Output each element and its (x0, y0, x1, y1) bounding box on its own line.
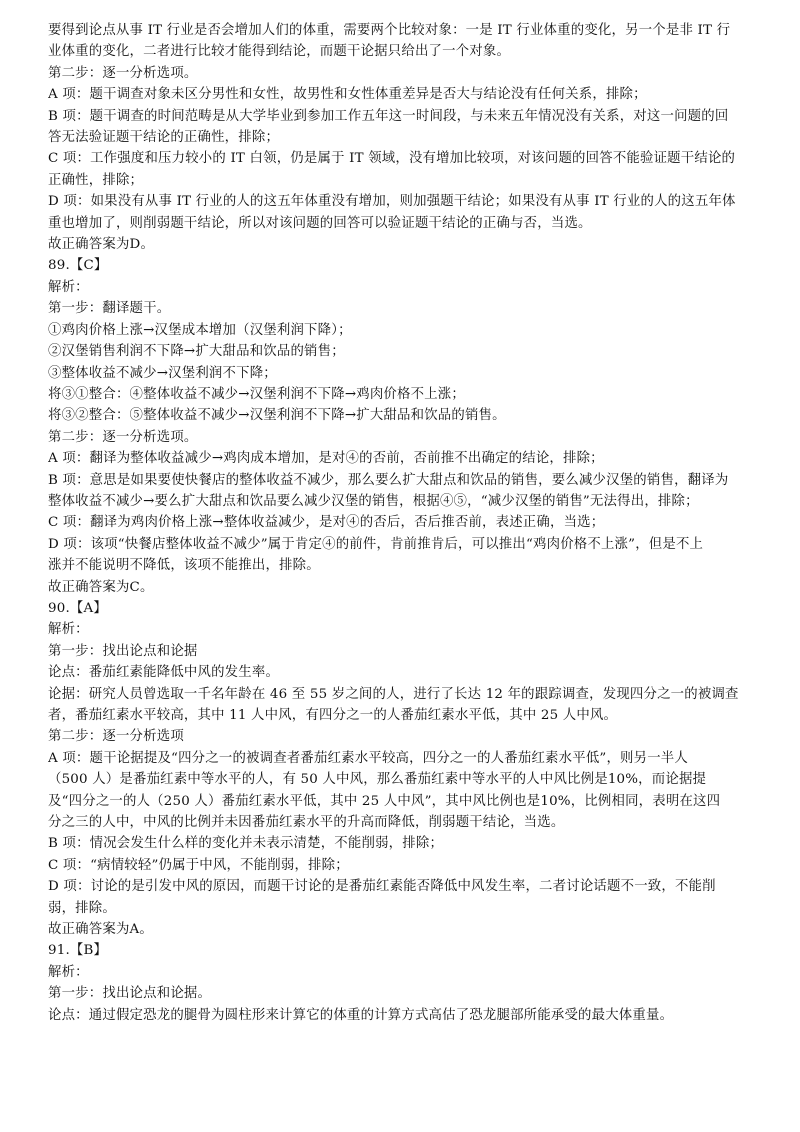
text-line: C 项：翻译为鸡肉价格上涨→整体收益减少，是对④的否后，否后推否前，表述正确，当选； (48, 515, 605, 531)
text-line: 第二步：逐一分析选项。 (48, 429, 198, 445)
text-line: 解析： (48, 279, 89, 295)
text-line: 第二步：逐一分析选项 (48, 729, 184, 745)
text-line: 89.【C】 (48, 258, 108, 274)
text-line: 90.【A】 (48, 600, 107, 616)
text-line: （500 人）是番茄红素中等水平的人，有 50 人中风，那么番茄红素中等水平的人中风比例是10%，而论据提 (48, 772, 707, 788)
text-line: C 项：“病情较轻”仍属于中风，不能削弱，排除； (48, 857, 349, 873)
text-line: 故正确答案为D。 (48, 237, 155, 253)
text-line: 正确性，排除； (48, 172, 144, 188)
text-line: 解析： (48, 622, 89, 638)
text-line: 重也增加了，则削弱题干结论，所以对该问题的回答可以验证题干结论的正确与否，当选。 (48, 215, 592, 231)
text-line: D 项：该项“快餐店整体收益不减少”属于肯定④的前件，肯前推肯后，可以推出“鸡肉价格不上涨”，但是不上 (48, 536, 704, 552)
text-line: 第一步：找出论点和论据 (48, 643, 198, 659)
text-line: 故正确答案为A。 (48, 922, 154, 938)
text-line: 要得到论点从事 IT 行业是否会增加人们的体重，需要两个比较对象：一是 IT 行业体重的变化，另一个是非 IT 行 (48, 23, 731, 38)
text-line: A 项：翻译为整体收益减少→鸡肉成本增加，是对④的否前，否前推不出确定的结论，排除； (48, 451, 604, 467)
text-line: A 项：题干调查对象未区分男性和女性，故男性和女性体重差异是否大与结论没有任何关系，排除； (48, 87, 647, 103)
text-line: A 项：题干论据提及“四分之一的被调查者番茄红素水平较高，四分之一的人番茄红素水平低”，则另一半人 (48, 750, 688, 766)
text-line: 涨并不能说明不降低，该项不能推出，排除。 (48, 558, 320, 574)
text-line: 91.【B】 (48, 943, 108, 959)
text-line: 论据：研究人员曾选取一千名年龄在 46 至 55 岁之间的人，进行了长达 12 年的跟踪调查，发现四分之一的被调查 (48, 686, 739, 702)
text-line: ②汉堡销售利润不下降→扩大甜品和饮品的销售； (48, 344, 345, 360)
text-line: 答无法验证题干结论的正确性，排除； (48, 130, 280, 146)
text-line: D 项：讨论的是引发中风的原因，而题干讨论的是番茄红素能否降低中风发生率，二者讨论话题不一致，不能削 (48, 879, 716, 895)
text-line: B 项：情况会发生什么样的变化并未表示清楚，不能削弱，排除； (48, 836, 444, 852)
text-line: 者，番茄红素水平较高，其中 11 人中风，有四分之一的人番茄红素水平低，其中 25 人中风。 (48, 708, 618, 723)
text-line: C 项：工作强度和压力较小的 IT 白领，仍是属于 IT 领域，没有增加比较项，对该问题的回答不能验证题干结论的 (48, 151, 736, 167)
text-line: 第一步：翻译题干。 (48, 301, 171, 317)
text-line: 第二步：逐一分析选项。 (48, 65, 198, 81)
text-line: 故正确答案为C。 (48, 579, 154, 595)
text-line: 论点：番茄红素能降低中风的发生率。 (48, 665, 280, 681)
text-line: 论点：通过假定恐龙的腿骨为圆柱形来计算它的体重的计算方式高估了恐龙腿部所能承受的最大体重量。 (48, 1007, 674, 1023)
text-line: 第一步：找出论点和论据。 (48, 986, 212, 1002)
text-line: 整体收益不减少→要么扩大甜点和饮品要么减少汉堡的销售，根据④⑤，“减少汉堡的销售”无法得出，排除； (48, 493, 699, 509)
text-line: 及“四分之一的人（250 人）番茄红素水平低，其中 25 人中风”，其中风比例也是10%，比例相同，表明在这四 (48, 793, 721, 809)
text-line: 将③②整合：⑤整体收益不减少→汉堡利润不下降→扩大甜品和饮品的销售。 (48, 408, 506, 424)
text-line: 将③①整合：④整体收益不减少→汉堡利润不下降→鸡肉价格不上涨； (48, 386, 465, 402)
text-line: 弱，排除。 (48, 900, 116, 916)
text-line: D 项：如果没有从事 IT 行业的人的这五年体重没有增加，则加强题干结论；如果没有从事 IT 行业的人的这五年体 (48, 194, 736, 210)
text-line: 业体重的变化，二者进行比较才能得到结论，而题干论据只给出了一个对象。 (48, 44, 511, 60)
text-line: B 项：题干调查的时间范畴是从大学毕业到参加工作五年这一时间段，与未来五年情况没有关系，对这一问题的回 (48, 108, 729, 124)
text-line: 分之三的人中，中风的比例并未因番茄红素水平的升高而降低，削弱题干结论，当选。 (48, 815, 565, 831)
text-line: B 项：意思是如果要使快餐店的整体收益不减少，那么要么扩大甜点和饮品的销售，要么减少汉堡的销售，翻译为 (48, 472, 729, 488)
text-line: 解析： (48, 964, 89, 980)
text-line: ①鸡肉价格上涨→汉堡成本增加（汉堡利润下降）； (48, 322, 352, 338)
text-line: ③整体收益不减少→汉堡利润不下降； (48, 365, 277, 381)
